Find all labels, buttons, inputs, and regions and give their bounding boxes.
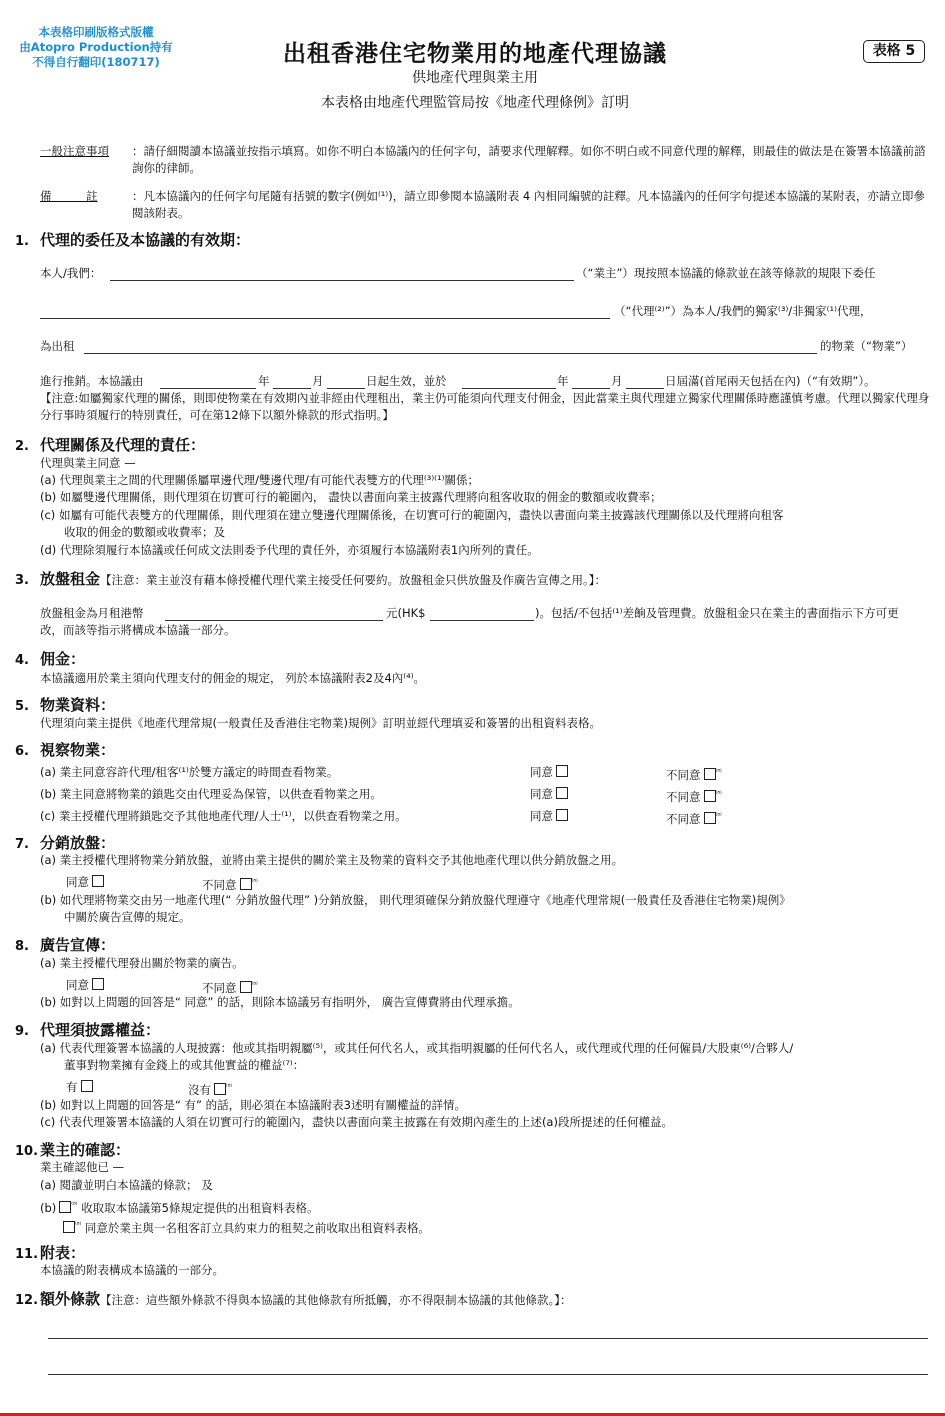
footnote-mark: ⁽⁸⁾: [226, 1083, 233, 1091]
start-month-unit: 月: [312, 374, 324, 388]
landlord-name-label: 本人/我們：: [40, 266, 102, 280]
section-7-item-b-cont: 中關於廣告宣傳的規定。: [64, 910, 191, 924]
section-4-number: 4.: [15, 653, 29, 668]
section-1-number: 1.: [15, 234, 29, 249]
section-10-number: 10.: [15, 1144, 39, 1159]
section-5-text: 代理須向業主提供《地產代理常規(一般責任及香港住宅物業)規例》訂明並經代理填妥和簽署的出租資料表格。: [40, 716, 601, 730]
exclusive-agency-note: 【注意:如屬獨家代理的關係，則即使物業在有效期內並非經由代理租出，業主仍可能須向代理支付佣金，因此當業主與代理建立獨家代理關係時應謹慎考慮。代理以獨家代理身分行事時須履行的特別責任，可在第12條下以額外條款的形式指明。】: [40, 391, 930, 422]
remark-label-text: 備 註: [40, 189, 98, 203]
property-address-field[interactable]: [84, 353, 817, 354]
section-2-number: 2.: [15, 439, 29, 454]
section-3-note: 【注意：業主並沒有藉本條授權代理代業主接受任何要約。放盤租金只供放盤及作廣告宣傳之用。】：: [100, 573, 607, 587]
section-9-heading: [15, 1019, 160, 1040]
section-5-title: 物業資料：: [40, 696, 116, 714]
section-9-item-c: (c) 代表代理簽署本協議的人須在切實可行的範圍內，盡快以書面向業主披露在有效期內產生的上述(a)段所提述的任何權益。: [40, 1115, 673, 1129]
section-9-no-checkbox[interactable]: [214, 1083, 226, 1095]
section-8-heading: [15, 934, 115, 955]
remark-text: ：凡本協議內的任何字句尾隨有括號的數字(例如⁽¹⁾)，請立即參閱本協議附表 4 內相同編號的註釋。凡本協議內的任何字句提述本協議的某附表，亦請立即參閱該附表。: [132, 189, 925, 220]
section-2-heading: [15, 434, 205, 455]
start-month-field[interactable]: [273, 388, 311, 389]
property-label: 為出租: [40, 339, 75, 353]
general-notes-text: ：請仔細閱讀本協議並按指示填寫。如你不明白本協議內的任何字句，請要求代理解釋。如你不明白或不同意代理的解釋，則最佳的做法是在簽署本協議前諮詢你的律師。: [132, 144, 926, 175]
section-10-title: 業主的確認：: [40, 1141, 131, 1159]
section-9-item-a-cont: 董事對物業擁有金錢上的或其他實益的權益⁽⁷⁾：: [64, 1058, 305, 1072]
footnote-mark: ⁽⁸⁾: [75, 1221, 82, 1229]
disagree-label: 不同意: [666, 767, 701, 782]
remark-label: [40, 188, 132, 204]
item-b-prefix: (b): [40, 1200, 57, 1215]
section-10-b2-text: 同意於業主與一名租客訂立具約束力的租契之前收取出租資料表格。: [84, 1220, 430, 1235]
copyright-notice: [14, 25, 178, 70]
extra-terms-line-2[interactable]: [48, 1374, 928, 1375]
section-11-text: 本協議的附表構成本協議的一部分。: [40, 1263, 224, 1277]
section-6-b-agree: [530, 786, 568, 803]
section-2-item-b: (b) 如屬雙邊代理關係，則代理須在切實可行的範圍內， 盡快以書面向業主披露代理將向租客收取的佣金的數額或收費率；: [40, 490, 662, 504]
footnote-mark: ⁽⁸⁾: [715, 812, 722, 820]
section-7-agree: [66, 874, 104, 891]
section-7-disagree-checkbox[interactable]: [240, 878, 252, 890]
start-day-text: 日起生效，並於: [366, 374, 447, 388]
section-6-a-agree: [530, 764, 568, 781]
end-day-text: 日屆滿(首尾兩天包括在內)（“有效期”）。: [665, 374, 876, 388]
agree-label: 同意: [530, 765, 553, 779]
section-12-title: 額外條款: [40, 1290, 101, 1308]
section-10-intro: 業主確認他已 —: [40, 1160, 125, 1174]
landlord-appoint-text: （“業主”）現按照本協議的條款並在該等條款的規限下委任: [576, 266, 876, 280]
section-7-item-b: (b) 如代理將物業交由另一地產代理(“ 分銷放盤代理” )分銷放盤， 則代理須確保分銷放盤代理遵守《地產代理常規(一般責任及香港住宅物業)規例》: [40, 893, 791, 907]
rent-terms-cont: 改，而該等指示將構成本協議一部分。: [40, 623, 236, 637]
section-3-heading: [15, 568, 606, 589]
section-9-number: 9.: [15, 1024, 29, 1039]
copyright-line-1: 本表格印刷版格式版權: [38, 25, 154, 39]
section-10-item-b1: [40, 1197, 319, 1217]
section-6-item-a: (a) 業主同意容許代理/租客⁽¹⁾於雙方議定的時間查看物業。: [40, 765, 339, 779]
end-month-unit: 月: [611, 374, 623, 388]
document-subtitle: 供地產代理與業主用: [412, 70, 538, 86]
section-7-title: 分銷放盤：: [40, 834, 116, 852]
property-suffix-text: 的物業（“物業”）: [820, 339, 913, 353]
section-10-b1-text: 收取取本協議第5條規定提供的出租資料表格。: [81, 1200, 319, 1215]
end-year-field[interactable]: [462, 388, 556, 389]
start-year-field[interactable]: [160, 388, 256, 389]
section-6-number: 6.: [15, 744, 29, 759]
section-6-c-disagree: [666, 808, 722, 828]
footnote-mark: ⁽⁸⁾: [715, 768, 722, 776]
section-8-disagree-checkbox[interactable]: [240, 981, 252, 993]
footnote-mark: ⁽⁸⁾: [251, 878, 258, 886]
section-6-b-disagree: [666, 786, 722, 806]
section-10-heading: [15, 1139, 130, 1160]
section-7-agree-checkbox[interactable]: [92, 875, 104, 887]
section-2-title: 代理關係及代理的責任：: [40, 436, 206, 454]
section-6-title: 視察物業：: [40, 741, 116, 759]
section-6-heading: [15, 739, 115, 760]
form-number-badge: 表格 5: [863, 40, 925, 63]
section-5-number: 5.: [15, 699, 29, 714]
section-10-b1-checkbox[interactable]: [59, 1201, 71, 1213]
disagree-label: 不同意: [202, 877, 237, 892]
section-6-item-c: (c) 業主授權代理將鎖匙交予其他地產代理/人士⁽¹⁾，以供查看物業之用。: [40, 809, 407, 823]
section-9-yes: [66, 1079, 93, 1096]
section-6-a-disagree-checkbox[interactable]: [704, 768, 716, 780]
section-9-yes-checkbox[interactable]: [81, 1080, 93, 1092]
section-6-b-agree-checkbox[interactable]: [556, 787, 568, 799]
section-12-number: 12.: [15, 1293, 39, 1308]
rent-amount-figures-field[interactable]: [430, 620, 534, 621]
section-2-item-a: (a) 代理與業主之間的代理關係屬單邊代理/雙邊代理/有可能代表雙方的代理⁽³⁾⁽¹⁾關係；: [40, 473, 479, 487]
section-4-title: 佣金：: [40, 650, 86, 668]
section-1-heading: [15, 229, 250, 250]
section-6-c-disagree-checkbox[interactable]: [704, 812, 716, 824]
section-3-title: 放盤租金: [40, 570, 101, 588]
disagree-label: 不同意: [202, 980, 237, 995]
section-7-item-a: (a) 業主授權代理將物業分銷放盤，並將由業主提供的關於業主及物業的資料交予其他地產代理以供分銷放盤之用。: [40, 853, 624, 867]
end-month-field[interactable]: [572, 388, 610, 389]
section-4-heading: [15, 648, 85, 669]
section-12-heading: [15, 1288, 572, 1309]
section-9-item-b: (b) 如對以上問題的回答是“ 有” 的話，則必須在本協議附表3述明有關權益的詳情。: [40, 1098, 466, 1112]
section-10-item-b2: [60, 1217, 430, 1237]
rent-hkd-label: 元(HK$: [386, 606, 426, 620]
general-notes-label-text: 一般注意事項: [40, 144, 109, 158]
section-8-title: 廣告宣傳：: [40, 936, 116, 954]
landlord-name-field[interactable]: [110, 280, 574, 281]
section-11-number: 11.: [15, 1247, 39, 1262]
section-12-note: 【注意：這些額外條款不得與本協議的其他條款有所抵觸，亦不得限制本協議的其他條款。】：: [100, 1293, 572, 1307]
rent-terms-text: )。包括/不包括⁽¹⁾差餉及管理費。放盤租金只在業主的書面指示下方可更: [535, 606, 899, 620]
section-4-text: 本協議適用於業主須向代理支付的佣金的規定， 列於本協議附表2及4內⁽⁴⁾。: [40, 671, 426, 685]
document-authority: 本表格由地產代理監管局按《地產代理條例》訂明: [321, 95, 629, 111]
section-3-number: 3.: [15, 573, 29, 588]
section-11-heading: [15, 1242, 85, 1263]
section-8-agree-checkbox[interactable]: [92, 978, 104, 990]
footnote-mark: ⁽⁸⁾: [715, 790, 722, 798]
section-7-number: 7.: [15, 837, 29, 852]
extra-terms-line-1[interactable]: [48, 1338, 928, 1339]
document-title: 出租香港住宅物業用的地產代理協議: [283, 40, 667, 67]
section-2-item-d: (d) 代理除須履行本協議或任何成文法則委予代理的責任外，亦須履行本協議附表1內所列的責任。: [40, 543, 539, 557]
section-9-item-a: (a) 代表代理簽署本協議的人現披露：他或其指明親屬⁽⁵⁾，或其任何代名人，或其指明親屬的任何代名人，或代理或代理的任何僱員/大股東⁽⁶⁾/合夥人/: [40, 1041, 794, 1055]
footnote-mark: ⁽⁸⁾: [71, 1201, 78, 1209]
section-9-no: [188, 1079, 232, 1099]
section-2-item-c-cont: 收取的佣金的數額或收費率；及: [64, 525, 225, 539]
section-1-title: 代理的委任及本協議的有效期：: [40, 231, 251, 249]
agent-name-field[interactable]: [40, 318, 610, 319]
footnote-mark: ⁽⁸⁾: [251, 981, 258, 989]
section-8-item-a: (a) 業主授權代理發出關於物業的廣告。: [40, 956, 244, 970]
section-5-heading: [15, 694, 115, 715]
section-10-item-a: (a) 閱讀並明白本協議的條款； 及: [40, 1178, 213, 1192]
section-10-b2-checkbox[interactable]: [63, 1221, 75, 1233]
copyright-line-2: 由Atopro Production持有: [19, 40, 173, 54]
section-6-b-disagree-checkbox[interactable]: [704, 790, 716, 802]
section-6-a-agree-checkbox[interactable]: [556, 765, 568, 777]
start-day-field[interactable]: [327, 388, 365, 389]
no-label: 沒有: [188, 1082, 211, 1097]
start-year-unit: 年: [258, 374, 270, 388]
rent-amount-words-field[interactable]: [165, 620, 383, 621]
agree-label: 同意: [66, 875, 89, 889]
disagree-label: 不同意: [666, 811, 701, 826]
agree-label: 同意: [530, 809, 553, 823]
disagree-label: 不同意: [666, 789, 701, 804]
agent-role-text: （“代理⁽²⁾”）為本人/我們的獨家⁽³⁾/非獨家⁽¹⁾代理，: [614, 304, 872, 318]
section-2-item-c: (c) 如屬有可能代表雙方的代理關係，則代理須在建立雙邊代理關係後，在切實可行的範圍內，盡快以書面向業主披露該代理關係以及代理將向租客: [40, 508, 784, 522]
agree-label: 同意: [66, 978, 89, 992]
validity-intro: 進行推銷。本協議由: [40, 374, 144, 388]
section-2-intro: 代理與業主同意 —: [40, 456, 136, 470]
section-11-title: 附表：: [40, 1244, 86, 1262]
copyright-line-3: 不得自行翻印(180717): [32, 55, 160, 69]
agree-label: 同意: [530, 787, 553, 801]
section-6-item-b: (b) 業主同意將物業的鎖匙交由代理妥為保管，以供查看物業之用。: [40, 787, 382, 801]
rent-label: 放盤租金為月租港幣: [40, 606, 144, 620]
end-year-unit: 年: [557, 374, 569, 388]
section-8-item-b: (b) 如對以上問題的回答是“ 同意” 的話，則除本協議另有指明外， 廣告宣傳費將由代理承擔。: [40, 995, 520, 1009]
yes-label: 有: [66, 1080, 78, 1094]
end-day-field[interactable]: [626, 388, 664, 389]
section-6-a-disagree: [666, 764, 722, 784]
section-7-heading: [15, 832, 115, 853]
section-8-number: 8.: [15, 939, 29, 954]
section-9-title: 代理須披露權益：: [40, 1021, 161, 1039]
section-6-c-agree: [530, 808, 568, 825]
section-7-disagree: [202, 874, 258, 894]
general-notes-label: [40, 143, 132, 159]
section-6-c-agree-checkbox[interactable]: [556, 809, 568, 821]
section-8-agree: [66, 977, 104, 994]
